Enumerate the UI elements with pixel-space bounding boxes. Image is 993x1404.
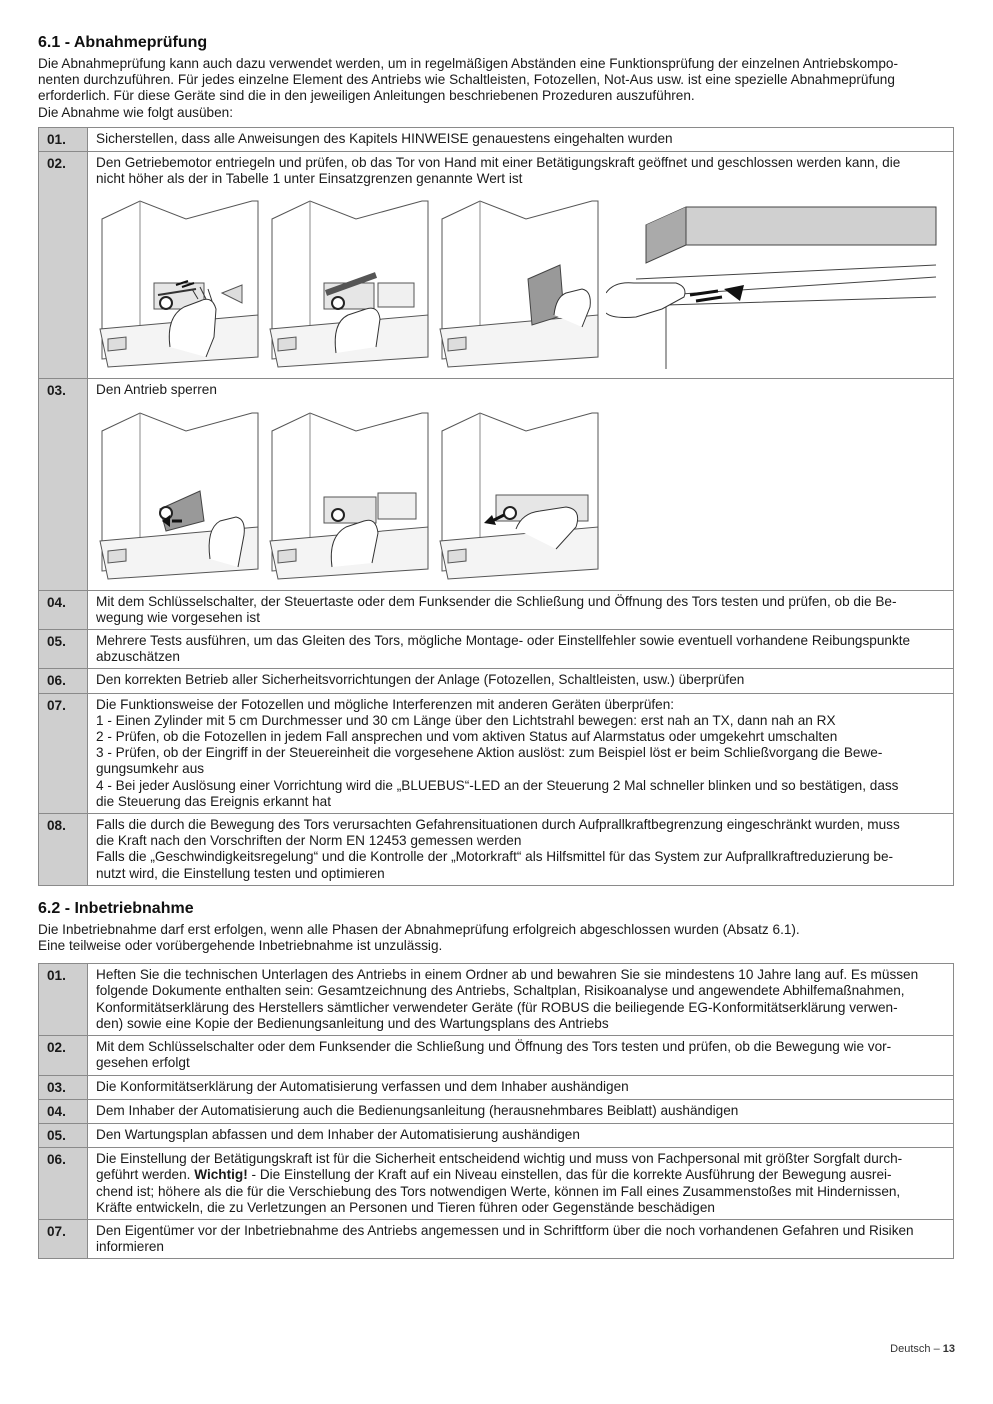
step-text: Heften Sie die technischen Unterlagen des Antriebs in einem Ordner ab und bewahren Sie sie mindestens 10 Jahre lang auf. Es müssen folgende Dokumente enthalten sein: Gesamtzeichnung des Antriebs, Schaltplan, Risikoanalyse und angewendete Abhilfemaßnahmen, Konformitätserklärung des Herstellers sämtlicher verwendeter Geräte (für ROBUS die beiliegende EG-Konformitätserklärung verwen- den) sowie eine Kopie der Bedienungsanleitung und des Wartungsplans des Antriebs xyxy=(88,964,954,1036)
step-text: Mehrere Tests ausführen, um das Gleiten des Tors, mögliche Montage- oder Einstellfehler sowie eventuell vorhandene Reibungspunkte abzuschätzen xyxy=(88,630,954,669)
table-row xyxy=(39,1036,954,1075)
step-text: Die Einstellung der Betätigungskraft ist für die Sicherheit entscheidend wichtig und muss von Fachpersonal mit größter Sorgfalt durch- geführt werden. Wichtig! - Die Einstellung der Kraft auf ein Niveau einstellen, das für die korrekte Ausführung der Bewegung ausrei- chend ist; höhere als die für die Verschiebung des Tors notwendigen Werte, können im Fall eines Zusammenstoßes mit Hindernissen, Kräfte entwickeln, die zu Verletzungen an Personen und Tieren führen oder Gegenstände beschädigen xyxy=(88,1148,954,1220)
page-footer xyxy=(890,1343,955,1355)
step-number: 06. xyxy=(39,1148,88,1220)
motor-lock-illustration-1 xyxy=(96,409,262,581)
page-number: 13 xyxy=(942,1343,955,1355)
step-text: Die Funktionsweise der Fotozellen und mögliche Interferenzen mit anderen Geräten überprüfen: 1 - Einen Zylinder mit 5 cm Durchmesser und 30 cm Länge über den Lichtstrahl bewegen: erst nah an TX, dann nah an RX 2 - Prüfen, ob die Fotozellen in jedem Fall ansprechen und vom aktiven Status auf Alarmstatus oder umgekehrt umschalten 3 - Prüfen, ob der Eingriff in der Steuereinheit die vorgesehene Aktion auslöst: zum Beispiel löst er beim Schließvorgang die Bewe- gungsumkehr aus 4 - Bei jeder Auslösung einer Vorrichtung wird die „BLUEBUS“-LED an der Steuerung 2 Mal schneller blinken und so bestätigen, dass die Steuerung das Ereignis erkannt hat xyxy=(88,693,954,813)
table-row xyxy=(39,1075,954,1099)
footer-language: Deutsch – xyxy=(890,1343,943,1355)
step-number: 01. xyxy=(39,127,88,151)
step-text: Den Eigentümer vor der Inbetriebnahme des Antriebs angemessen und in Schriftform über die noch vorhandenen Gefahren und Risiken informieren xyxy=(88,1219,954,1258)
step-number: 01. xyxy=(39,964,88,1036)
step-number: 07. xyxy=(39,1219,88,1258)
step-text: Den Getriebemotor entriegeln und prüfen, ob das Tor von Hand mit einer Betätigungskraft geöffnet und geschlossen werden kann, die nicht höher als der in Tabelle 1 unter Einsatzgrenzen genannte Wert ist xyxy=(88,152,954,379)
table-row xyxy=(39,1148,954,1220)
lock-illustrations xyxy=(96,409,947,581)
commissioning-steps-table xyxy=(38,963,954,1259)
table-row xyxy=(39,630,954,669)
step-number: 04. xyxy=(39,590,88,629)
table-row xyxy=(39,379,954,590)
step-number: 02. xyxy=(39,152,88,379)
unlock-illustrations xyxy=(96,197,947,369)
important-label: Wichtig! xyxy=(194,1167,248,1183)
step-number: 05. xyxy=(39,630,88,669)
motor-unlock-illustration-2 xyxy=(266,197,432,369)
table-row xyxy=(39,127,954,151)
table-row xyxy=(39,964,954,1036)
section-heading-6-2: 6.2 - Inbetriebnahme xyxy=(38,899,194,917)
step-number: 02. xyxy=(39,1036,88,1075)
step-text: Den korrekten Betrieb aller Sicherheitsvorrichtungen der Anlage (Fotozellen, Schaltleisten, usw.) überprüfen xyxy=(88,669,954,693)
section-2-intro: Die Inbetriebnahme darf erst erfolgen, wenn alle Phasen der Abnahmeprüfung erfolgreich abgeschlossen wurden (Absatz 6.1). Eine teilweise oder vorübergehende Inbetriebnahme ist unzulässig. xyxy=(38,921,800,954)
table-row xyxy=(39,693,954,813)
motor-unlock-illustration-1 xyxy=(96,197,262,369)
step-number: 05. xyxy=(39,1123,88,1147)
step-number: 03. xyxy=(39,1075,88,1099)
motor-lock-illustration-2 xyxy=(266,409,432,581)
table-row xyxy=(39,1123,954,1147)
step-text: Den Antrieb sperren xyxy=(88,379,954,590)
step-number: 03. xyxy=(39,379,88,590)
section-1-intro: Die Abnahmeprüfung kann auch dazu verwendet werden, um in regelmäßigen Abständen eine Funktionsprüfung der einzelnen Antriebskompo- nenten durchzuführen. Für jedes einzelne Element des Antriebs wie Schaltleisten, Fotozellen, Not-Aus usw. ist eine spezielle Abnahmeprüfung erforderlich. Für diese Geräte sind die in den jeweiligen Anleitungen beschriebenen Prozeduren auszuführen. Die Abnahme wie folgt ausüben: xyxy=(38,56,898,120)
step-number: 08. xyxy=(39,814,88,886)
motor-unlock-illustration-3 xyxy=(436,197,602,369)
manual-gate-push-illustration xyxy=(606,197,938,369)
step-text: Mit dem Schlüsselschalter, der Steuertaste oder dem Funksender die Schließung und Öffnung des Tors testen und prüfen, ob die Be- wegung wie vorgesehen ist xyxy=(88,590,954,629)
page-content xyxy=(38,34,954,1259)
step-text: Sicherstellen, dass alle Anweisungen des Kapitels HINWEISE genauestens eingehalten wurden xyxy=(88,127,954,151)
step-number: 07. xyxy=(39,693,88,813)
step-text: Falls die durch die Bewegung des Tors verursachten Gefahrensituationen durch Aufprallkraftbegrenzung eingeschränkt wurden, muss die Kraft nach den Vorschriften der Norm EN 12453 gemessen werden Falls die „Geschwindigkeitsregelung“ und die Kontrolle der „Motorkraft“ als Hilfsmittel für das System zur Aufprallkraftreduzierung be- nutzt wird, die Einstellung testen und optimieren xyxy=(88,814,954,886)
step-text: Mit dem Schlüsselschalter oder dem Funksender die Schließung und Öffnung des Tors testen und prüfen, ob die Bewegung wie vor- gesehen erfolgt xyxy=(88,1036,954,1075)
step-text: Den Wartungsplan abfassen und dem Inhaber der Automatisierung aushändigen xyxy=(88,1123,954,1147)
table-row xyxy=(39,590,954,629)
table-row xyxy=(39,1219,954,1258)
section-heading-6-1: 6.1 - Abnahmeprüfung xyxy=(38,34,208,51)
table-row xyxy=(39,1099,954,1123)
motor-lock-illustration-3 xyxy=(436,409,602,581)
table-row xyxy=(39,669,954,693)
step-text: Die Konformitätserklärung der Automatisierung verfassen und dem Inhaber aushändigen xyxy=(88,1075,954,1099)
step-number: 06. xyxy=(39,669,88,693)
table-row xyxy=(39,152,954,379)
step-text: Dem Inhaber der Automatisierung auch die Bedienungsanleitung (herausnehmbares Beiblatt) aushändigen xyxy=(88,1099,954,1123)
acceptance-steps-table xyxy=(38,127,954,886)
step-number: 04. xyxy=(39,1099,88,1123)
table-row xyxy=(39,814,954,886)
